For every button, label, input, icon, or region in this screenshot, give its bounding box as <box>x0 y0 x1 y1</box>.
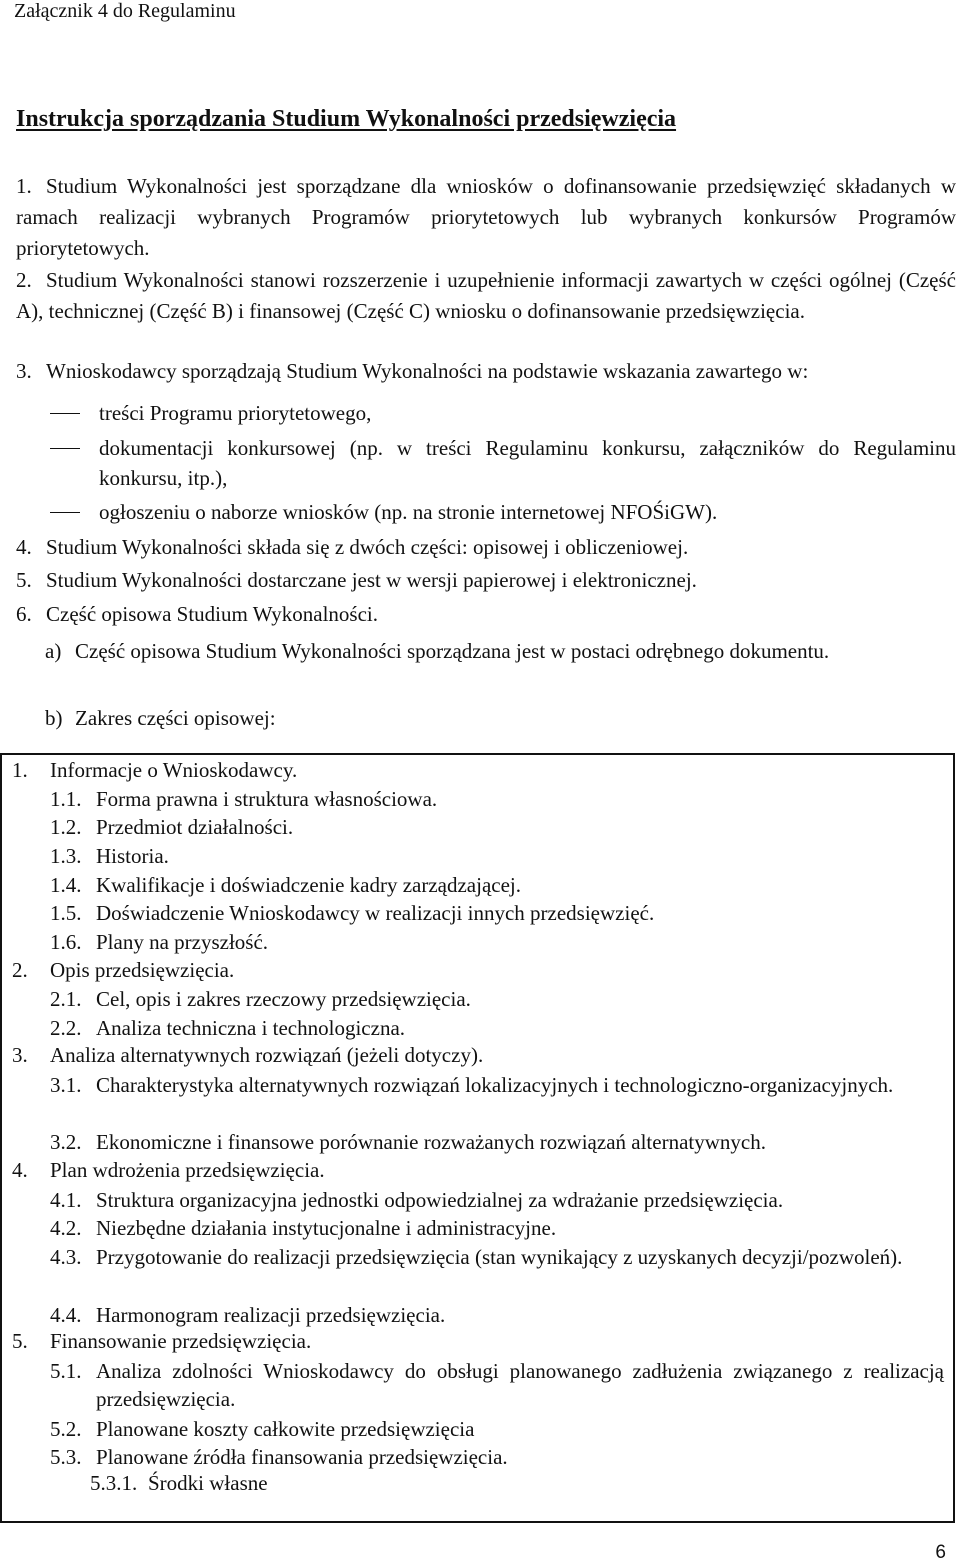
toc-section <box>12 1158 325 1183</box>
dash-icon <box>50 413 80 414</box>
point-text: Studium Wykonalności stanowi rozszerzenie i uzupełnienie informacji zawartych w części ogólnej (Część A), technicznej (Część B) i finansowej (Część C) wniosku o dofinansowanie przedsięwzięcia. <box>16 268 956 323</box>
toc-text: Kwalifikacje i doświadczenie kadry zarządzającej. <box>96 873 522 897</box>
sub-point-a <box>45 636 955 666</box>
toc-item <box>50 1357 945 1413</box>
bullet-item <box>50 497 956 527</box>
toc-item <box>50 928 945 956</box>
toc-number: 2. <box>12 958 28 982</box>
toc-number: 3.2. <box>50 1130 82 1154</box>
toc-number: 4.2. <box>50 1216 82 1240</box>
toc-item <box>50 1128 945 1156</box>
point-number: 1. <box>16 174 32 198</box>
sub-point-text: Część opisowa Studium Wykonalności sporządzana jest w postaci odrębnego dokumentu. <box>75 639 830 663</box>
toc-item <box>50 899 945 927</box>
toc-text: Struktura organizacyjna jednostki odpowiedzialnej za wdrażanie przedsięwzięcia. <box>96 1188 784 1212</box>
dash-icon <box>50 512 80 513</box>
sub-point-b <box>45 703 955 733</box>
toc-number: 4.1. <box>50 1188 82 1212</box>
toc-item <box>50 1243 945 1271</box>
dash-icon <box>50 448 80 449</box>
toc-number: 5.3.1. <box>90 1471 138 1495</box>
point-2 <box>16 265 956 327</box>
attachment-note: Załącznik 4 do Regulaminu <box>14 0 236 22</box>
toc-text: Finansowanie przedsięwzięcia. <box>50 1329 312 1353</box>
toc-number: 4.4. <box>50 1303 82 1327</box>
document-title: Instrukcja sporządzania Studium Wykonalności przedsięwzięcia <box>16 106 677 132</box>
toc-text: Analiza alternatywnych rozwiązań (jeżeli dotyczy). <box>50 1043 484 1067</box>
toc-number: 3.1. <box>50 1073 82 1097</box>
toc-text: Harmonogram realizacji przedsięwzięcia. <box>96 1303 446 1327</box>
toc-number: 5.1. <box>50 1359 82 1383</box>
point-number: 6. <box>16 602 32 626</box>
point-number: 5. <box>16 568 32 592</box>
toc-number: 2.2. <box>50 1016 82 1040</box>
toc-text: Forma prawna i struktura własnościowa. <box>96 787 438 811</box>
toc-text: Opis przedsięwzięcia. <box>50 958 235 982</box>
toc-number: 1.5. <box>50 901 82 925</box>
toc-number: 4.3. <box>50 1245 82 1269</box>
toc-item <box>50 1443 945 1471</box>
toc-number: 4. <box>12 1158 28 1182</box>
toc-text: Planowane koszty całkowite przedsięwzięcia <box>96 1417 475 1441</box>
toc-text: Cel, opis i zakres rzeczowy przedsięwzięcia. <box>96 987 471 1011</box>
toc-text: Środki własne <box>148 1471 268 1495</box>
sub-point-label: a) <box>45 639 62 663</box>
point-text: Wnioskodawcy sporządzają Studium Wykonalności na podstawie wskazania zawartego w: <box>46 359 809 383</box>
toc-text: Niezbędne działania instytucjonalne i administracyjne. <box>96 1216 557 1240</box>
bullet-text: ogłoszeniu o naborze wniosków (np. na stronie internetowej NFOŚiGW). <box>99 500 718 524</box>
toc-section <box>12 1043 483 1068</box>
toc-number: 1.6. <box>50 930 82 954</box>
toc-text: Plany na przyszłość. <box>96 930 269 954</box>
toc-text: Analiza techniczna i technologiczna. <box>96 1016 406 1040</box>
toc-number: 3. <box>12 1043 28 1067</box>
toc-number: 5.2. <box>50 1417 82 1441</box>
bullet-item <box>50 398 956 428</box>
point-4 <box>16 532 956 563</box>
bullet-text: treści Programu priorytetowego, <box>99 401 372 425</box>
toc-number: 1.2. <box>50 815 82 839</box>
toc-text: Analiza zdolności Wnioskodawcy do obsługi planowanego zadłużenia związanego z realizacją przedsięwzięcia. <box>96 1359 944 1411</box>
sub-point-label: b) <box>45 706 63 730</box>
toc-text: Charakterystyka alternatywnych rozwiązań lokalizacyjnych i technologiczno-organizacyjnych. <box>96 1073 894 1097</box>
point-text: Studium Wykonalności dostarczane jest w wersji papierowej i elektronicznej. <box>46 568 697 592</box>
point-6 <box>16 599 956 630</box>
toc-item <box>50 1014 945 1042</box>
toc-text: Plan wdrożenia przedsięwzięcia. <box>50 1158 325 1182</box>
point-text: Studium Wykonalności składa się z dwóch części: opisowej i obliczeniowej. <box>46 535 689 559</box>
point-text: Studium Wykonalności jest sporządzane dla wniosków o dofinansowanie przedsięwzięć składanych w ramach realizacji wybranych Programów priorytetowych lub wybranych konkursów Programów priorytetowych. <box>16 174 956 260</box>
toc-subitem <box>90 1471 268 1496</box>
point-number: 4. <box>16 535 32 559</box>
toc-item <box>50 1186 945 1214</box>
toc-section <box>12 758 297 783</box>
toc-text: Planowane źródła finansowania przedsięwzięcia. <box>96 1445 508 1469</box>
bullet-item <box>50 433 956 493</box>
toc-text: Informacje o Wnioskodawcy. <box>50 758 298 782</box>
toc-item <box>50 785 945 813</box>
toc-number: 5. <box>12 1329 28 1353</box>
page-number: 6 <box>935 1542 946 1563</box>
toc-item <box>50 871 945 899</box>
toc-item <box>50 1301 945 1329</box>
point-number: 2. <box>16 268 32 292</box>
toc-section <box>12 958 234 983</box>
toc-number: 1.4. <box>50 873 82 897</box>
point-1 <box>16 171 956 264</box>
toc-item <box>50 842 945 870</box>
bullet-text: dokumentacji konkursowej (np. w treści Regulaminu konkursu, załączników do Regulaminu konkursu, itp.), <box>99 436 956 490</box>
toc-item <box>50 985 945 1013</box>
point-3 <box>16 356 956 387</box>
toc-text: Doświadczenie Wnioskodawcy w realizacji innych przedsięwzięć. <box>96 901 655 925</box>
toc-text: Ekonomiczne i finansowe porównanie rozważanych rozwiązań alternatywnych. <box>96 1130 766 1154</box>
point-text: Część opisowa Studium Wykonalności. <box>46 602 378 626</box>
toc-number: 1.3. <box>50 844 82 868</box>
toc-number: 1. <box>12 758 28 782</box>
toc-text: Historia. <box>96 844 169 868</box>
toc-item <box>50 1415 945 1443</box>
toc-text: Przedmiot działalności. <box>96 815 294 839</box>
toc-item <box>50 1071 945 1099</box>
toc-number: 2.1. <box>50 987 82 1011</box>
toc-number: 5.3. <box>50 1445 82 1469</box>
toc-box <box>0 753 955 1523</box>
toc-item <box>50 813 945 841</box>
toc-section <box>12 1329 311 1354</box>
toc-number: 1.1. <box>50 787 82 811</box>
toc-text: Przygotowanie do realizacji przedsięwzięcia (stan wynikający z uzyskanych decyzji/pozwoleń). <box>96 1245 903 1269</box>
toc-item <box>50 1214 945 1242</box>
point-number: 3. <box>16 359 32 383</box>
sub-point-text: Zakres części opisowej: <box>75 706 276 730</box>
point-5 <box>16 565 956 596</box>
